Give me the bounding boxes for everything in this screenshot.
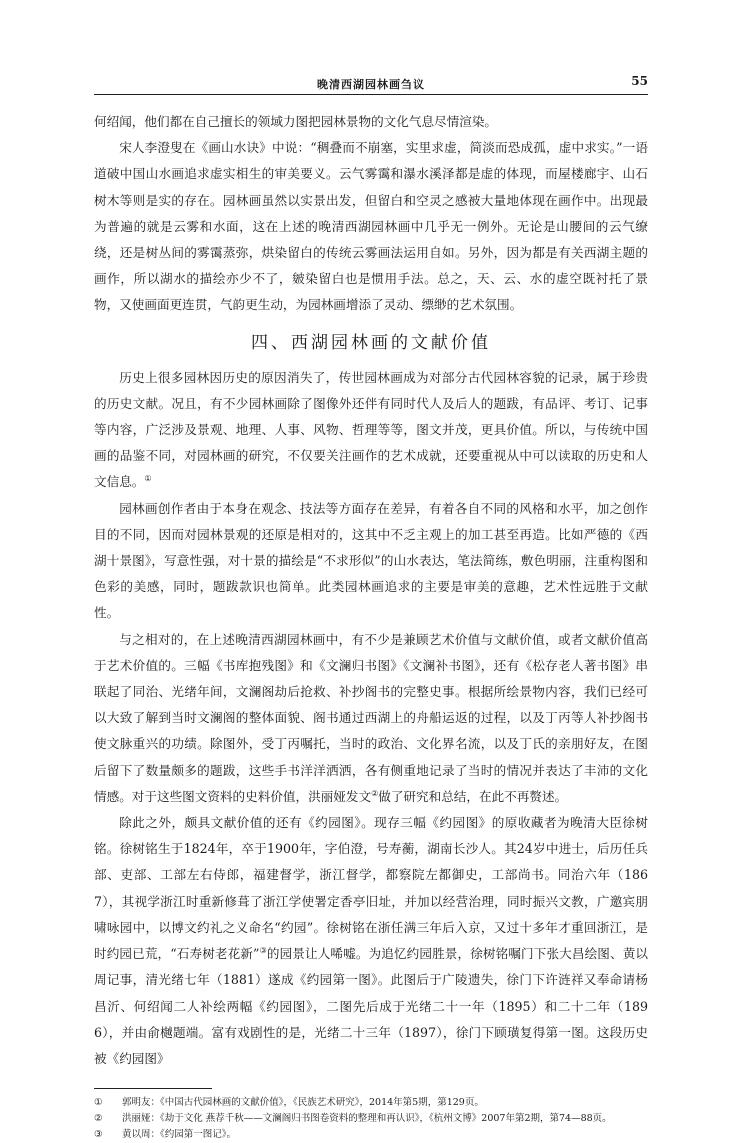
footnote-text: 洪丽娅：《劫于文化 燕荐千秋——文澜阁归书图卷资料的整理和再认识》，《杭州文博》2007年第2期，第74—88页。	[122, 1113, 612, 1125]
running-title: 晚清西湖园林画刍议	[317, 78, 425, 91]
paragraph-wenlan	[94, 627, 648, 810]
running-header	[94, 76, 648, 95]
footnote-mark: ③	[94, 1129, 103, 1141]
paragraph-void-solid: 宋人李澄叟在《画山水诀》中说：“稠叠而不崩塞，实里求虚，简淡而恐成孤，虚中求实。”一语道破中国山水画追求虚实相生的审美要义。云气雾霭和瀑水溪泽都是虚的体现，而屋楼廊宇、山石树木等则是实的存在。园林画虽然以实景出发，但留白和空灵之感被大量地体现在画作中。出现最为普遍的就是云雾和水面，这在上述的晚清西湖园林画中几乎无一例外。无论是山腰间的云气缭绕，还是树丛间的雾霭蒸弥，烘染留白的传统云雾画法运用自如。另外，因为都是有关西湖主题的画作，所以湖水的描绘亦少不了，皴染留白也是惯用手法。总之，天、云、水的虚空既衬托了景物，又使画面更连贯，气韵更生动，为园林画增添了灵动、缥缈的艺术氛围。	[94, 140, 648, 313]
footnote	[94, 1111, 648, 1127]
page-number: 55	[631, 74, 648, 88]
paragraph-historical-document	[94, 365, 648, 496]
page	[94, 76, 648, 1143]
footnote-text: 黄以周：《约园第一图记》。	[122, 1129, 237, 1141]
paragraph-text: 除此之外，颇具文献价值的还有《约园图》。现存三幅《约园图》的原收藏者为晚清大臣徐树铭。徐树铭生于1824年，卒于1900年，字伯澄，号寿蘅，湖南长沙人。其24岁中进士，后历任兵部、吏部、工部左右侍郎，福建督学，浙江督学，都察院左都御史，工部尚书。同治六年（1867），其视学浙江时重新修葺了浙江学使署定香亭旧址，并加以经营治理，同时振兴文教，广邀宾朋啸咏园中，以博文约礼之义命名“约园”。徐树铭在浙任满三年后入京，又过十多年才重回浙江，是时约园已荒，“石寿树老花新”	[94, 815, 648, 962]
footnote-ref-2[interactable]: ②	[371, 788, 379, 798]
section-heading: 四、西湖园林画的文献价值	[251, 332, 491, 353]
footnote-ref-1[interactable]: ①	[144, 474, 152, 484]
footnote-ref-3[interactable]: ③	[259, 945, 267, 955]
paragraph-text: 的园景让人唏嘘。为追忆约园胜景，徐树铭嘱门下张大昌绘图、黄以周记事，清光绪七年（1881）遂成《约园第一图》。此图后于广陵遗失，徐门下许涟祥又奉命请杨昌沂、何绍闻二人补绘两幅《约园图》，二图先后成于光绪二十一年（1895）和二十二年（1896），并由俞樾题端。富有戏剧性的是，光绪二十三年（1897），徐门下顾璜复得第一图。这段历史被《约园图》	[94, 946, 648, 1066]
footnote	[94, 1095, 648, 1111]
paragraph-yueyuan	[94, 810, 648, 1072]
footnote	[94, 1127, 648, 1143]
paragraph-creators: 园林画创作者由于本身在观念、技法等方面存在差异，有着各自不同的风格和水平，加之创作目的不同，因而对园林景观的还原是相对的，这其中不乏主观上的加工甚至再造。比如严德的《西湖十景图》，写意性强，对十景的描绘是“不求形似”的山水表达，笔法简练，敷色明丽，注重构图和色彩的美感，同时，题跋款识也简单。此类园林画追求的主要是审美的意趣，艺术性远胜于文献性。	[94, 500, 648, 621]
paragraph-text: 做了研究和总结，在此不再赘述。	[378, 788, 568, 804]
footnote-divider	[94, 1088, 212, 1089]
paragraph-text: 历史上很多园林因历史的原因消失了，传世园林画成为对部分古代园林容貌的记录，属于珍贵的历史文献。况且，有不少园林画除了图像外还伴有同时代人及后人的题跋，有品评、考订、记事等内容，广泛涉及景观、地理、人事、风物、哲理等等，图文并茂，更具价值。所以，与传统中国画的品鉴不同，对园林画的研究，不仅要关注画作的艺术成就，还要重视从中可以读取的历史和人文信息。	[94, 369, 648, 490]
paragraph-text: 与之相对的，在上述晚清西湖园林画中，有不少是兼顾艺术价值与文献价值，或者文献价值高于艺术价值的。三幅《书库抱残图》和《文澜归书图》《文澜补书图》，还有《松存老人著书图》串联起了同治、光绪年间，文澜阁劫后抢救、补抄阁书的完整史事。根据所绘景物内容，我们已经可以大致了解到当时文澜阁的整体面貌、阁书通过西湖上的舟船运返的过程，以及丁丙等人补抄阁书使文脉重兴的功绩。除图外，受丁丙嘱托，当时的政治、文化界名流，以及丁氏的亲朋好友，在图后留下了数量颇多的题跋，这些手书洋洋洒洒，各有侧重地记录了当时的情况并表达了丰沛的文化情感。对于这些图文资料的史料价值，洪丽娅发文	[94, 631, 648, 804]
footnote-text: 郭明友：《中国古代园林画的文献价值》，《民族艺术研究》，2014年第5期，第129页。	[122, 1097, 484, 1109]
footnote-mark: ①	[94, 1097, 103, 1109]
paragraph-continued: 何绍闻，他们都在自己擅长的领域力图把园林景物的文化气息尽情渲染。	[94, 114, 497, 129]
footnote-mark: ②	[94, 1113, 103, 1125]
